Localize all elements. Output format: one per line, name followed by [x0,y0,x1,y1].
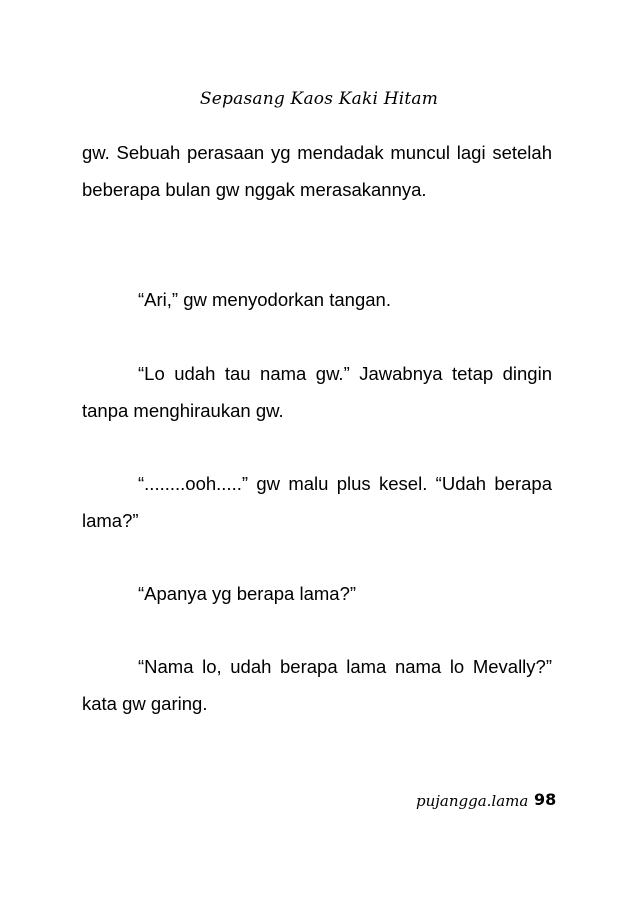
paragraph-5: “Apanya yg berapa lama?” [138,583,357,604]
paragraph-2: “Ari,” gw menyodorkan tangan. [138,289,391,310]
paragraph-3: “Lo udah tau nama gw.” Jawabnya tetap dingin tanpa menghiraukan gw. [82,363,552,421]
footer-author: pujangga.lama [416,792,529,810]
page-number: 98 [534,790,557,809]
paragraph-1: gw. Sebuah perasaan yg mendadak muncul lagi setelah beberapa bulan gw nggak merasakannya. [82,142,552,200]
paragraph-6: “Nama lo, udah berapa lama nama lo Mevally?” kata gw garing. [82,656,552,714]
paragraph-4: “........ooh.....” gw malu plus kesel. “Udah berapa lama?” [82,473,552,531]
running-header: Sepasang Kaos Kaki Hitam [199,89,439,109]
